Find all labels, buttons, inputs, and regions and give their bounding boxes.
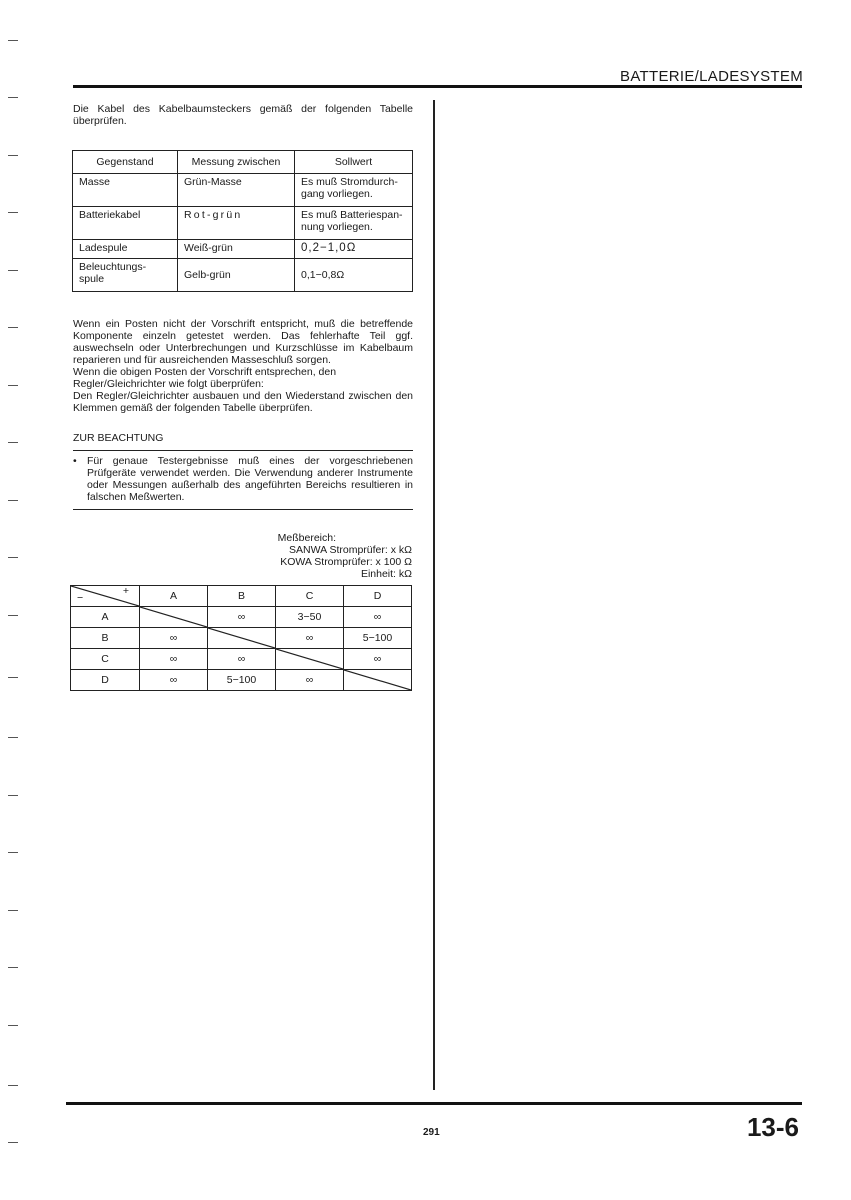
range-sanwa: SANWA Stromprüfer: x kΩ (289, 544, 412, 556)
table-row (71, 670, 412, 691)
table-row (73, 259, 413, 292)
resistance-value: ∞ (140, 628, 208, 649)
resistance-value: ∞ (344, 649, 412, 670)
range-unit: Einheit: kΩ (360, 568, 412, 580)
scan-edge-mark (8, 1142, 18, 1143)
instruction-paragraph: Den Regler/Gleichrichter ausbauen und den Wiederstand zwischen den Klemmen gemäß der folgenden Tabelle überprüfen. (73, 390, 413, 414)
cell-between: Rot-grün (178, 207, 295, 240)
cell-item: Ladespule (73, 240, 178, 259)
column-label: C (276, 586, 344, 607)
scan-edge-mark (8, 270, 18, 271)
resistance-value: ∞ (140, 649, 208, 670)
scan-edge-mark (8, 40, 18, 41)
table-header-row (73, 151, 413, 174)
table-row (71, 649, 412, 670)
scan-edge-mark (8, 795, 18, 796)
plus-label: + (122, 585, 129, 597)
table-row (71, 628, 412, 649)
scan-edge-mark (8, 910, 18, 911)
cell-value: Es muß Batteriespan-nung vorliegen. (295, 207, 413, 240)
row-label: D (71, 670, 140, 691)
cell-between: Weiß-grün (178, 240, 295, 259)
scan-edge-mark (8, 1025, 18, 1026)
resistance-value: ∞ (140, 670, 208, 691)
column-divider (433, 100, 435, 1090)
diagonal-cell (208, 628, 276, 649)
scan-edge-mark (8, 500, 18, 501)
table-row (73, 240, 413, 259)
cell-item: Masse (73, 174, 178, 207)
scan-edge-mark (8, 557, 18, 558)
measurement-range (278, 532, 412, 580)
resistance-value: ∞ (276, 628, 344, 649)
row-label: C (71, 649, 140, 670)
diagonal-line-icon (276, 649, 343, 669)
instruction-paragraph: Wenn ein Posten nicht der Vorschrift entspricht, muß die betreffende Komponente einzeln getestet werden. Das fehlerhafte Teil ggf. auswechseln oder Unterbrechungen und Kurzschlüsse im Kabelbaum reparieren und für ausreichenden Masseschluß sorgen. (73, 318, 413, 366)
resistance-value: ∞ (208, 607, 276, 628)
resistance-table (70, 585, 412, 691)
resistance-value: 3−50 (276, 607, 344, 628)
scan-edge-mark (8, 97, 18, 98)
range-kowa: KOWA Stromprüfer: x 100 Ω (280, 556, 412, 568)
chapter-page-number: 13-6 (746, 1112, 799, 1142)
header-rule (73, 85, 802, 88)
diagonal-line-icon (208, 628, 275, 648)
range-label: Meßbereich: (277, 532, 336, 544)
table-row (73, 174, 413, 207)
column-label: A (140, 586, 208, 607)
header-value: Sollwert (295, 151, 413, 174)
bullet-icon: • (73, 455, 77, 467)
note-body (73, 455, 413, 503)
diagonal-line-icon (344, 670, 411, 690)
scan-edge-mark (8, 737, 18, 738)
resistance-value: ∞ (344, 607, 412, 628)
resistance-value: 5−100 (344, 628, 412, 649)
table-row (71, 607, 412, 628)
resistance-value: ∞ (208, 649, 276, 670)
scan-edge-mark (8, 852, 18, 853)
scan-edge-mark (8, 212, 18, 213)
header-item: Gegenstand (73, 151, 178, 174)
scan-edge-mark (8, 677, 18, 678)
corner-cell (71, 586, 140, 607)
footer-rule (66, 1102, 802, 1105)
scan-edge-mark (8, 1085, 18, 1086)
page-number: 291 (423, 1127, 440, 1138)
row-label: A (71, 607, 140, 628)
diagonal-cell (276, 649, 344, 670)
cell-item: Batteriekabel (73, 207, 178, 240)
note-text: Für genaue Testergebnisse muß eines der vorgeschriebenen Prüfgeräte verwendet werden. Die Verwendung anderer Instrumente oder Messungen außerhalb des angeführten Bereichs resultieren in falschen Meßwerten. (87, 455, 413, 503)
instruction-text (73, 318, 413, 414)
cell-between: Grün-Masse (178, 174, 295, 207)
intro-text: Die Kabel des Kabelbaumsteckers gemäß der folgenden Tabelle überprüfen. (73, 103, 413, 127)
section-title: BATTERIE/LADESYSTEM (620, 68, 803, 85)
cell-value: 0,2−1,0Ω (295, 240, 413, 259)
scan-edge-mark (8, 967, 18, 968)
harness-table (72, 150, 413, 292)
scan-edge-mark (8, 442, 18, 443)
resistance-header-row (71, 586, 412, 607)
resistance-value: 5−100 (208, 670, 276, 691)
scan-edge-mark (8, 327, 18, 328)
scan-edge-mark (8, 615, 18, 616)
diagonal-line-icon (140, 607, 207, 627)
column-label: B (208, 586, 276, 607)
minus-label: − (77, 592, 84, 604)
table-row (73, 207, 413, 240)
scan-edge-mark (8, 155, 18, 156)
diagonal-cell (344, 670, 412, 691)
cell-between: Gelb-grün (178, 259, 295, 292)
row-label: B (71, 628, 140, 649)
note-heading: ZUR BEACHTUNG (73, 432, 164, 444)
note-rule-bottom (73, 509, 413, 510)
diagonal-cell (140, 607, 208, 628)
scan-edge-mark (8, 385, 18, 386)
note-rule-top (73, 450, 413, 451)
cell-value: 0,1−0,8Ω (295, 259, 413, 292)
column-label: D (344, 586, 412, 607)
cell-value: Es muß Stromdurch-gang vorliegen. (295, 174, 413, 207)
instruction-paragraph: Wenn die obigen Posten der Vorschrift entsprechen, den Regler/Gleichrichter wie folgt überprüfen: (73, 366, 337, 390)
header-between: Messung zwischen (178, 151, 295, 174)
resistance-value: ∞ (276, 670, 344, 691)
cell-item: Beleuchtungs-spule (73, 259, 178, 292)
